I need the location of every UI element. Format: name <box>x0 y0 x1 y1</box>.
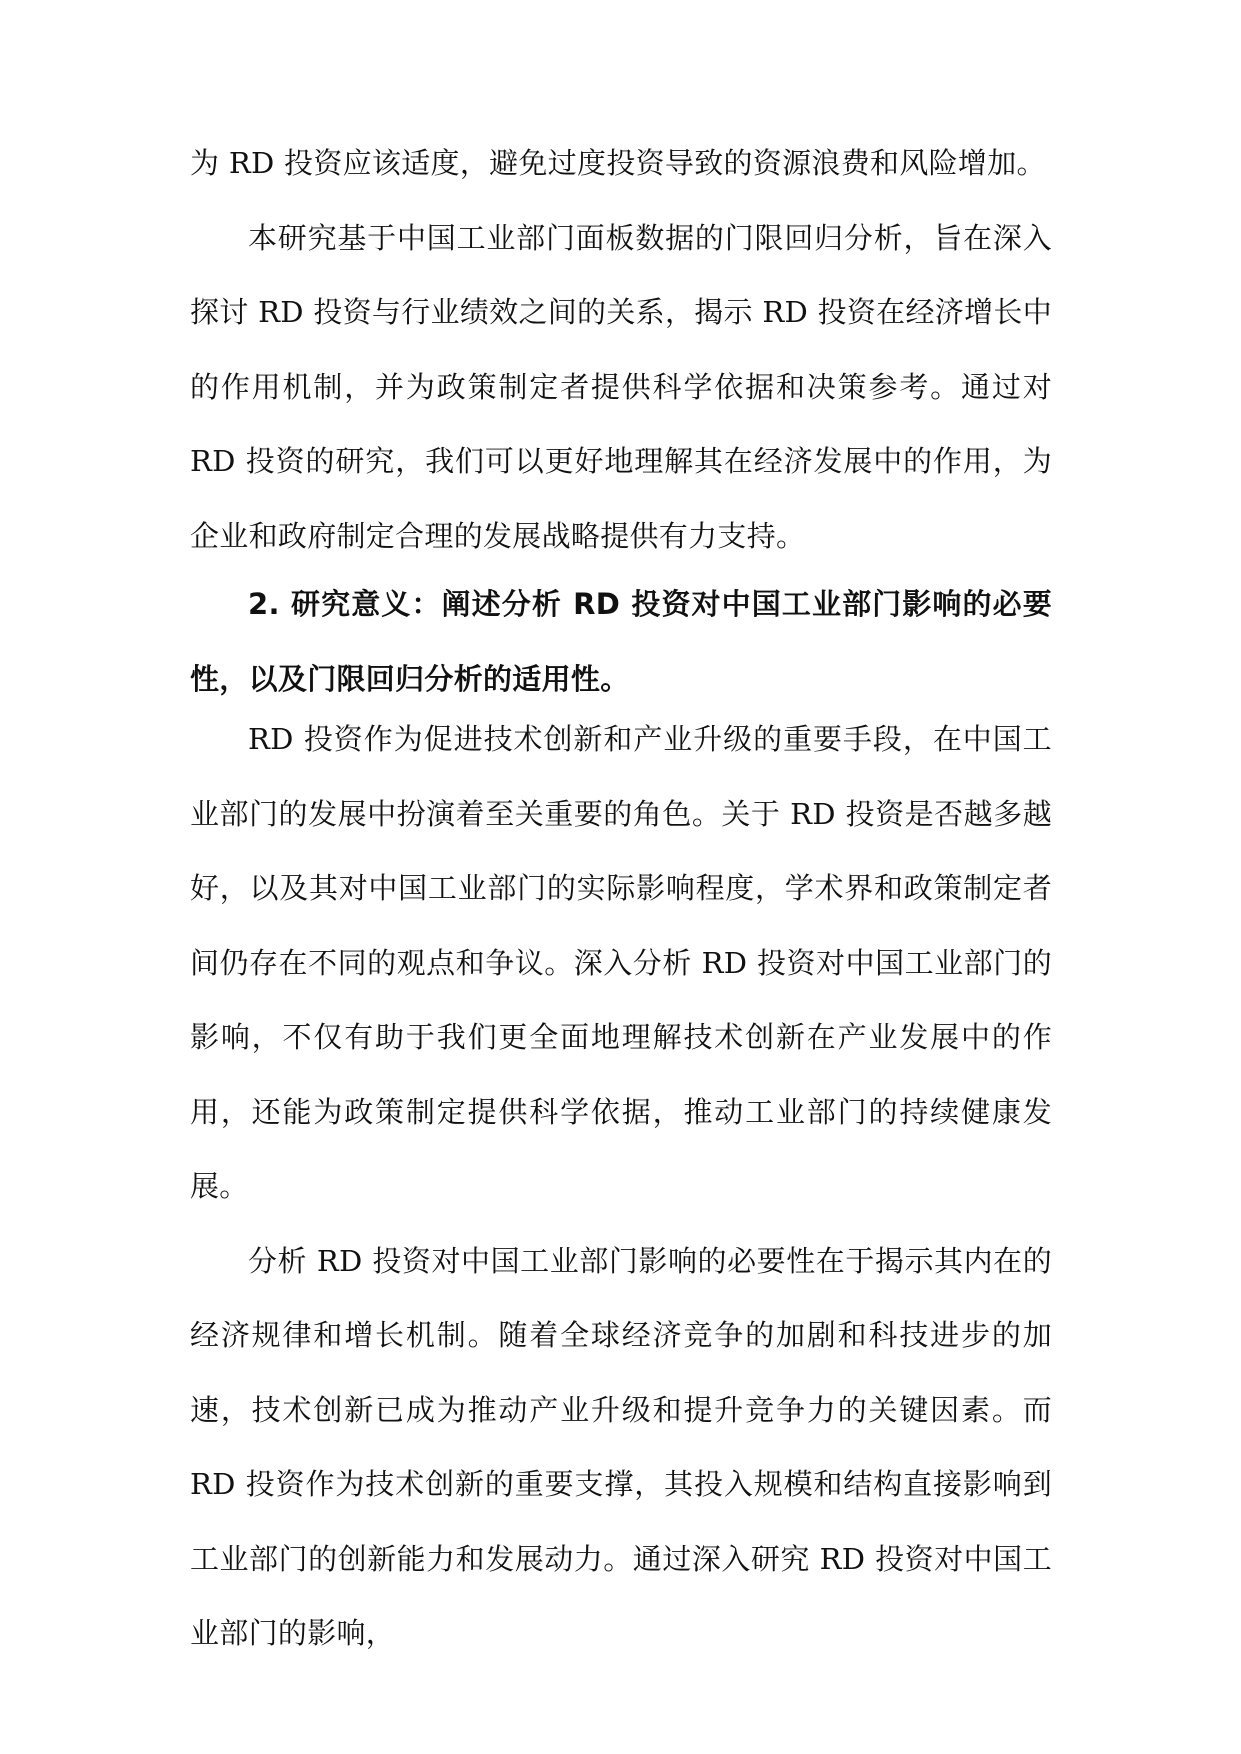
section-heading-block <box>190 567 1052 716</box>
paragraph-continuation: 为 RD 投资应该适度，避免过度投资导致的资源浪费和风险增加。 <box>190 146 1046 180</box>
body-block-bottom <box>190 702 1052 1671</box>
paragraph-research-aim: 本研究基于中国工业部门面板数据的门限回归分析，旨在深入探讨 RD 投资与行业绩效之间的关系，揭示 RD 投资在经济增长中的作用机制，并为政策制定者提供科学依据和决策参考。通过对 RD 投资的研究，我们可以更好地理解其在经济发展中的作用，为企业和政府制定合理的发展战略提供有力支持。 <box>190 220 1052 553</box>
paragraph-rd-role: RD 投资作为促进技术创新和产业升级的重要手段，在中国工业部门的发展中扮演着至关重要的角色。关于 RD 投资是否越多越好，以及其对中国工业部门的实际影响程度，学术界和政策制定者间仍存在不同的观点和争议。深入分析 RD 投资对中国工业部门的影响，不仅有助于我们更全面地理解技术创新在产业发展中的作用，还能为政策制定提供科学依据，推动工业部门的持续健康发展。 <box>190 722 1052 1203</box>
body-block-top <box>190 126 1052 573</box>
section-heading: 2. 研究意义：阐述分析 RD 投资对中国工业部门影响的必要性，以及门限回归分析的适用性。 <box>190 587 1052 696</box>
paragraph-necessity: 分析 RD 投资对中国工业部门影响的必要性在于揭示其内在的经济规律和增长机制。随着全球经济竞争的加剧和科技进步的加速，技术创新已成为推动产业升级和提升竞争力的关键因素。而 RD 投资作为技术创新的重要支撑，其投入规模和结构直接影响到工业部门的创新能力和发展动力。通过深入研究 RD 投资对中国工业部门的影响， <box>190 1243 1052 1650</box>
